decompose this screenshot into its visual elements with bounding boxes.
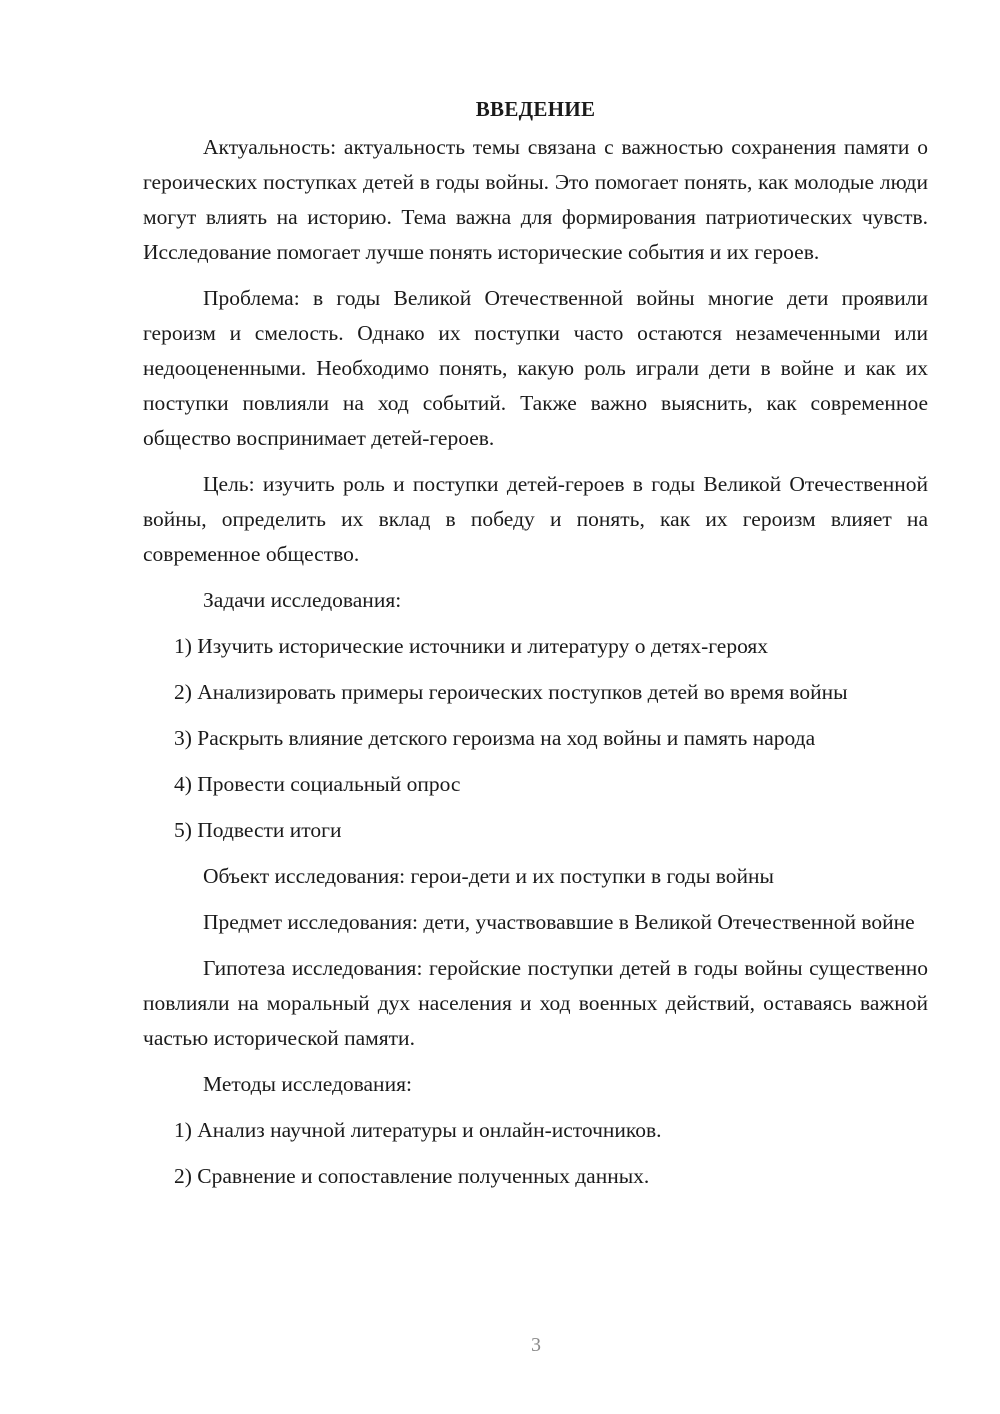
page-title: ВВЕДЕНИЕ (475, 97, 596, 121)
methods-heading: Методы исследования: (203, 1072, 412, 1096)
page-number: 3 (531, 1334, 541, 1356)
problem-paragraph: Проблема: в годы Великой Отечественной войны многие дети проявили героизм и смелость. Однако их поступки часто остаются незамеченными или недооцененными. Необходимо понять, какую роль играли дети в войне и как их поступки повлияли на ход событий. Также важно выяснить, как современное общество воспринимает детей-героев. (143, 286, 928, 450)
task-item-2: 2) Анализировать примеры героических поступков детей во время войны (174, 680, 848, 704)
method-item-2: 2) Сравнение и сопоставление полученных данных. (174, 1164, 650, 1188)
tasks-heading: Задачи исследования: (203, 588, 402, 612)
document-body (143, 92, 928, 1205)
object-paragraph: Объект исследования: герои-дети и их поступки в годы войны (203, 864, 774, 888)
method-item-1: 1) Анализ научной литературы и онлайн-источников. (174, 1118, 662, 1142)
subject-paragraph: Предмет исследования: дети, участвовавшие в Великой Отечественной войне (203, 910, 915, 934)
task-item-3: 3) Раскрыть влияние детского героизма на ход войны и память народа (174, 726, 816, 750)
task-item-5: 5) Подвести итоги (174, 818, 342, 842)
task-item-4: 4) Провести социальный опрос (174, 772, 461, 796)
relevance-paragraph: Актуальность: актуальность темы связана с важностью сохранения памяти о героических поступках детей в годы войны. Это помогает понять, как молодые люди могут влиять на историю. Тема важна для формирования патриотических чувств. Исследование помогает лучше понять исторические события и их героев. (143, 135, 928, 264)
task-item-1: 1) Изучить исторические источники и литературу о детях-героях (174, 634, 769, 658)
goal-paragraph: Цель: изучить роль и поступки детей-героев в годы Великой Отечественной войны, определить их вклад в победу и понять, как их героизм влияет на современное общество. (143, 472, 928, 566)
hypothesis-paragraph: Гипотеза исследования: геройские поступки детей в годы войны существенно повлияли на моральный дух населения и ход военных действий, оставаясь важной частью исторической памяти. (143, 956, 928, 1050)
